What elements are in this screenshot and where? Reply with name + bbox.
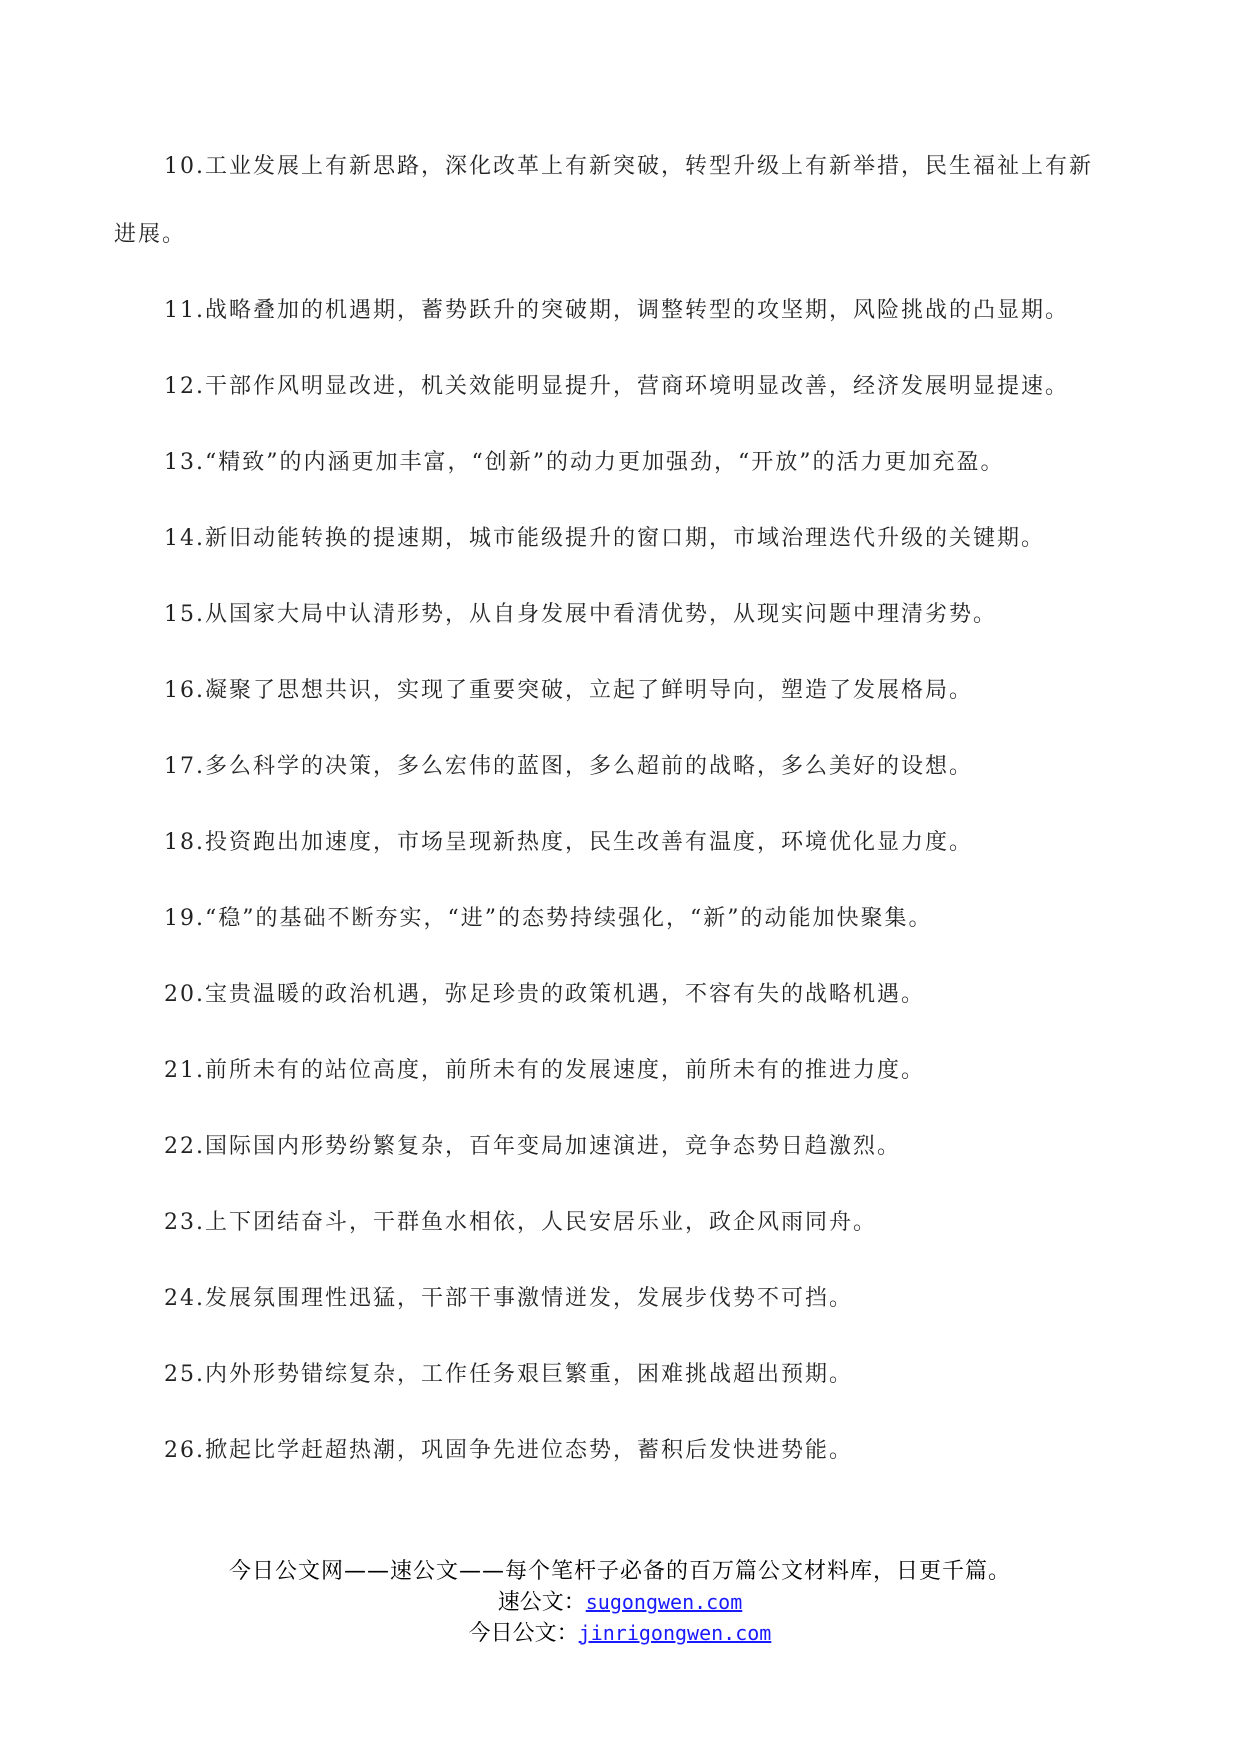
list-item: 25.内外形势错综复杂，工作任务艰巨繁重，困难挑战超出预期。	[164, 1362, 853, 1387]
list-item: 22.国际国内形势纷繁复杂，百年变局加速演进，竞争态势日趋激烈。	[164, 1134, 901, 1159]
list-item-line: 10.工业发展上有新思路，深化改革上有新突破，转型升级上有新举措，民生福祉上有新	[164, 154, 1093, 179]
jinrigongwen-link[interactable]: jinrigongwen.com	[578, 1621, 772, 1645]
list-item: 24.发展氛围理性迅猛，干部干事激情迸发，发展步伐势不可挡。	[164, 1286, 853, 1311]
page-footer	[0, 1557, 1240, 1649]
footer-tagline: 今日公文网——速公文——每个笔杆子必备的百万篇公文材料库，日更千篇。	[228, 1559, 1011, 1584]
list-item: 18.投资跑出加速度，市场呈现新热度，民生改善有温度，环境优化显力度。	[164, 830, 973, 855]
list-item: 23.上下团结奋斗，干群鱼水相依，人民安居乐业，政企风雨同舟。	[164, 1210, 877, 1235]
footer-link-row	[0, 1587, 1240, 1618]
footer-link-row	[0, 1618, 1240, 1649]
list-item	[114, 150, 1134, 252]
list-item: 13.“精致”的内涵更加丰富，“创新”的动力更加强劲，“开放”的活力更加充盈。	[164, 450, 1005, 475]
list-item: 26.掀起比学赶超热潮，巩固争先进位态势，蓄积后发快进势能。	[164, 1438, 853, 1463]
sugongwen-link[interactable]: sugongwen.com	[585, 1590, 743, 1614]
document-body	[114, 150, 1134, 1510]
list-item: 16.凝聚了思想共识，实现了重要突破，立起了鲜明导向，塑造了发展格局。	[164, 678, 973, 703]
list-item: 14.新旧动能转换的提速期，城市能级提升的窗口期，市域治理迭代升级的关键期。	[164, 526, 1045, 551]
list-item: 11.战略叠加的机遇期，蓄势跃升的突破期，调整转型的攻坚期，风险挑战的凸显期。	[164, 298, 1069, 323]
footer-link-label: 速公文：	[497, 1590, 586, 1615]
list-item: 21.前所未有的站位高度，前所未有的发展速度，前所未有的推进力度。	[164, 1058, 925, 1083]
list-item: 12.干部作风明显改进，机关效能明显提升，营商环境明显改善，经济发展明显提速。	[164, 374, 1069, 399]
list-item: 17.多么科学的决策，多么宏伟的蓝图，多么超前的战略，多么美好的设想。	[164, 754, 973, 779]
footer-link-label: 今日公文：	[468, 1621, 579, 1646]
list-item: 15.从国家大局中认清形势，从自身发展中看清优势，从现实问题中理清劣势。	[164, 602, 997, 627]
list-item: 20.宝贵温暖的政治机遇，弥足珍贵的政策机遇，不容有失的战略机遇。	[164, 982, 925, 1007]
list-item: 19.“稳”的基础不断夯实，“进”的态势持续强化，“新”的动能加快聚集。	[164, 906, 933, 931]
list-item-line: 进展。	[114, 222, 187, 247]
